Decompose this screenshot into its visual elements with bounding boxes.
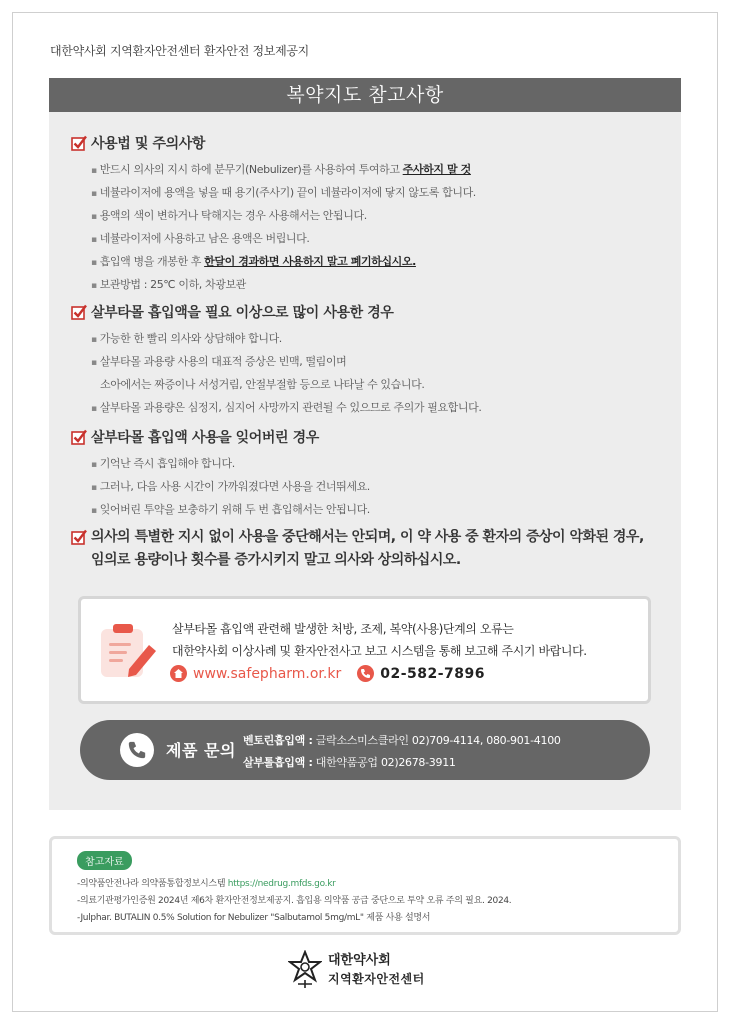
footer-logo [288, 950, 425, 990]
list-item: ▪ 기억난 즉시 흡입해야 합니다. [91, 453, 370, 476]
product-inquiry-bar [80, 720, 650, 780]
reference-link[interactable]: https://nedrug.mfds.go.kr [227, 879, 336, 889]
list-item: ▪ 살부타몰 과용량은 심정지, 심지어 사망까지 관련될 수 있으므로 주의가 필요합니다. [91, 397, 481, 420]
section-missed-dose [71, 427, 370, 522]
section-heading: 살부타몰 흡입액을 필요 이상으로 많이 사용한 경우 [71, 302, 481, 322]
checkbox-check-icon [71, 304, 87, 320]
list-item: ▪ 그러나, 다음 사용 시간이 가까워졌다면 사용을 건너뛰세요. [91, 476, 370, 499]
list-item: ▪ 용액의 색이 변하거나 탁해지는 경우 사용해서는 안됩니다. [91, 205, 476, 228]
list-item: ▪ 반드시 의사의 지시 하에 분무기(Nebulizer)를 사용하여 투여하고 주사하지 말 것 [91, 159, 476, 182]
pharmacy-logo-icon [288, 950, 322, 990]
list-item: ▪ 잊어버린 투약을 보충하기 위해 두 번 흡입해서는 안됩니다. [91, 499, 370, 522]
list-item: ▪ 흡입액 병을 개봉한 후 한달이 경과하면 사용하지 말고 폐기하십시오. [91, 251, 476, 274]
contact-row [170, 665, 485, 682]
phone-icon [357, 665, 374, 682]
page-title: 복약지도 참고사항 [49, 78, 681, 112]
checkbox-check-icon [71, 529, 87, 545]
list-item: ▪ 네뷸라이저에 사용하고 남은 용액은 버립니다. [91, 228, 476, 251]
phone-number[interactable]: 02-582-7896 [380, 665, 486, 682]
phone-handset-icon [120, 733, 154, 767]
bullet-list [91, 328, 481, 420]
section-heading: 살부타몰 흡입액 사용을 잊어버린 경우 [71, 427, 370, 447]
checkbox-check-icon [71, 429, 87, 445]
list-item: ▪ 보관방법 : 25℃ 이하, 차광보관 [91, 274, 476, 297]
list-item: ▪ 가능한 한 빨리 의사와 상담해야 합니다. [91, 328, 481, 351]
clipboard-pencil-icon [99, 623, 161, 681]
list-item: ▪ 살부타몰 과용량 사용의 대표적 증상은 빈맥, 떨림이며 [91, 351, 481, 374]
product-inquiry-label: 제품 문의 [166, 741, 236, 760]
references-badge: 참고자료 [77, 851, 132, 870]
report-box [78, 596, 651, 704]
website-link[interactable]: www.safepharm.or.kr [193, 665, 342, 682]
product-contacts: 벤토린흡입액 : 글락소스미스클라인 02)709-4114, 080-901-4100 살부톨흡입액 : 대한약품공업 02)2678-3911 [243, 734, 561, 769]
header-text: 대한약사회 지역환자안전센터 환자안전 정보제공지 [50, 44, 309, 58]
list-item: ▪ 네뷸라이저에 용액을 넣을 때 용기(주사기) 끝이 네뷸라이저에 닿지 않도록 합니다. [91, 182, 476, 205]
checkbox-check-icon [71, 135, 87, 151]
warning-text: 의사의 특별한 지시 없이 사용을 중단해서는 안되며, 이 약 사용 중 환자의 증상이 악화된 경우, 임의로 용량이나 횟수를 증가시키지 말고 의사와 상의하십시오. [71, 526, 644, 572]
section-overdose [71, 302, 481, 420]
references-box [49, 836, 681, 935]
references-list: -의약품안전나라 의약품통합정보시스템 https://nedrug.mfds.go.kr -의료기관평가인증원 2024년 제6차 환자안전정보제공지. 흡입용 의약품 공급 중단으로 투약 오류 주의 필요. 2024. -Julphar. BUTALIN 0.5% Solution for Nebulizer "Salbutamol 5mg/mL" 제품 사용 설명서 [77, 879, 512, 923]
home-icon [170, 665, 187, 682]
section-usage [71, 133, 476, 297]
bullet-list [91, 453, 370, 522]
report-text: 살부타몰 흡입액 관련해 발생한 처방, 조제, 복약(사용)단계의 오류는 대한약사회 이상사례 및 환자안전사고 보고 시스템을 통해 보고해 주시기 바랍니다. [172, 622, 587, 658]
section-heading: 사용법 및 주의사항 [71, 133, 476, 153]
footer-org-name: 대한약사회 지역환자안전센터 [328, 953, 425, 986]
list-item: 소아에서는 짜증이나 서성거림, 안절부절함 등으로 나타날 수 있습니다. [100, 378, 425, 391]
bullet-list [91, 159, 476, 297]
main-panel [49, 78, 681, 810]
